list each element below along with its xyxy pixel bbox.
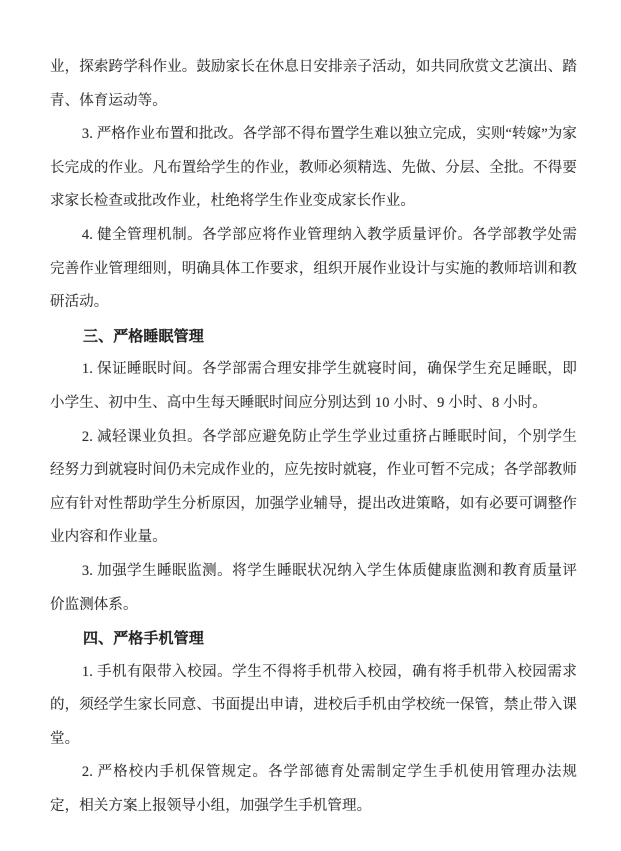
paragraph-homework-assignment-and-correction: 3. 严格作业布置和批改。各学部不得布置学生难以独立完成，实则“转嫁”为家长完成的作业。凡布置给学生的作业，教师必须精选、先做、分层、全批。不得要求家长检查或批改作业，杜绝将学生作业变成家长作业。 — [50, 126, 577, 210]
paragraph-reduce-schoolwork-burden: 2. 减轻课业负担。各学部应避免防止学生学业过重挤占睡眠时间，个别学生经努力到就寝时间仍未完成作业的，应先按时就寝，作业可暂不完成；各学部教师应有针对性帮助学生分析原因，加强学业辅导，提出改进策略，如有必要可调整作业内容和作业量。 — [50, 428, 577, 546]
paragraph-phone-storage-rules: 2. 严格校内手机保管规定。各学部德育处需制定学生手机使用管理办法规定，相关方案上报领导小组，加强学生手机管理。 — [50, 764, 577, 815]
paragraph-phone-limited-entry: 1. 手机有限带入校园。学生不得将手机带入校园，确有将手机带入校园需求的，须经学生家长同意、书面提出申请，进校后手机由学校统一保管，禁止带入课堂。 — [50, 663, 577, 747]
section-heading-phone-management: 四、严格手机管理 — [83, 630, 204, 648]
section-heading-sleep-management: 三、严格睡眠管理 — [83, 327, 204, 345]
paragraph-sleep-monitoring: 3. 加强学生睡眠监测。将学生睡眠状况纳入学生体质健康监测和教育质量评价监测体系。 — [50, 562, 577, 613]
document-body — [50, 51, 577, 824]
paragraph-homework-activities-continuation: 业，探索跨学科作业。鼓励家长在休息日安排亲子活动，如共同欣赏文艺演出、踏青、体育运动等。 — [50, 59, 577, 109]
paragraph-homework-management-mechanism: 4. 健全管理机制。各学部应将作业管理纳入教学质量评价。各学部教学处需完善作业管理细则，明确具体工作要求，组织开展作业设计与实施的教师培训和教研活动。 — [50, 226, 577, 311]
paragraph-sleep-time-guarantee: 1. 保证睡眠时间。各学部需合理安排学生就寝时间，确保学生充足睡眠，即小学生、初中生、高中生每天睡眠时间应分别达到 10 小时、9 小时、8 小时。 — [50, 361, 577, 411]
